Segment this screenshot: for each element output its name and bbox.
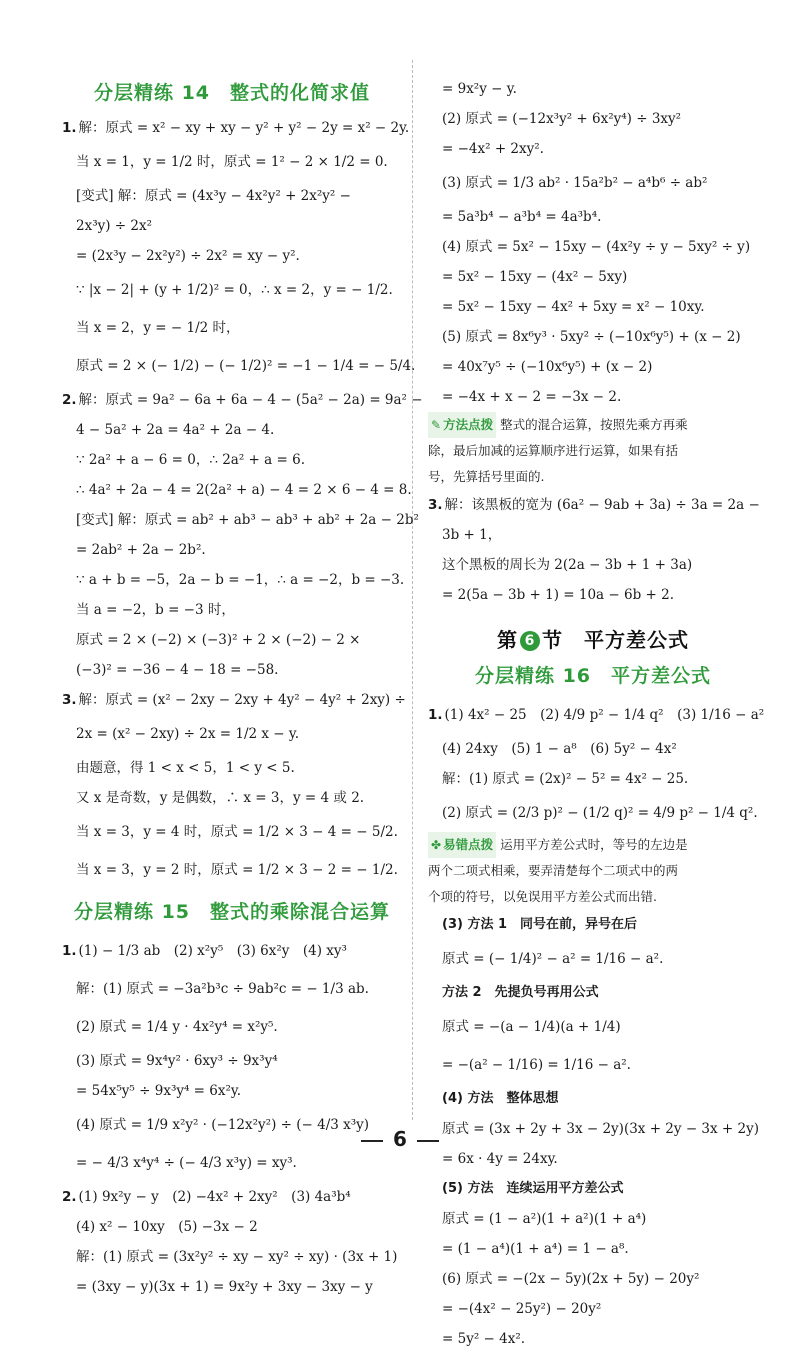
column-divider <box>412 60 413 1120</box>
solution-line: = −4x² + 2xy². <box>442 141 544 157</box>
section-title-16: 分层精练 16 平方差公式 <box>474 665 712 687</box>
error-tip-badge <box>428 832 496 858</box>
solution-line: (2) 原式 = 1/4 y · 4x²y⁴ = x²y⁵. <box>76 1019 278 1035</box>
answer-line: (1) − 1/3 ab (2) x²y⁵ (3) 6x²y (4) xy³ <box>78 943 347 959</box>
solution-line: = − 4/3 x⁴y⁴ ÷ (− 4/3 x³y) = xy³. <box>76 1155 297 1171</box>
method-tip <box>428 412 758 490</box>
question-number: 2. <box>62 392 77 408</box>
chapter-name: 节 平方差公式 <box>542 628 689 652</box>
alert-icon: ✤ <box>431 838 442 852</box>
question-number: 3. <box>62 692 77 708</box>
right-column <box>428 74 765 1354</box>
solution-line: 解：(1) 原式 = (3x²y² ÷ xy − xy² ÷ xy) · (3x + 1) <box>76 1249 398 1265</box>
solution-line: 2x = (x² − 2xy) ÷ 2x = 1/2 x − y. <box>76 726 300 742</box>
tip-line: 运用平方差公式时，等号的左边是 <box>500 837 688 852</box>
solution-line: 原式 = (− 1/4)² − a² = 1/16 − a². <box>442 951 664 967</box>
solution-line: = −4x + x − 2 = −3x − 2. <box>442 389 622 405</box>
method-heading: (4) 方法 整体思想 <box>442 1091 559 1106</box>
method-heading: 方法 2 先提负号再用公式 <box>442 985 599 1000</box>
solution-line: ∴ 4a² + 2a − 4 = 2(2a² + a) − 4 = 2 × 6 − 4 = 8. <box>76 482 412 498</box>
section-title-15: 分层精练 15 整式的乘除混合运算 <box>73 901 391 923</box>
footer-dash-right <box>417 1140 439 1142</box>
tip-line: 个项的符号，以免误用平方差公式而出错. <box>428 889 657 904</box>
method-tip-badge <box>428 412 496 438</box>
solution-line: 当 x = 3，y = 2 时，原式 = 1/2 × 3 − 2 = − 1/2. <box>76 862 398 878</box>
solution-line: = 2ab² + 2a − 2b². <box>76 542 206 558</box>
solution-line: 原式 = 2 × (−2) × (−3)² + 2 × (−2) − 2 × <box>76 632 361 648</box>
solution-line: = −(4x² − 25y²) − 20y² <box>442 1301 602 1317</box>
solution-line: = 54x⁵y⁵ ÷ 9x³y⁴ = 6x²y. <box>76 1083 242 1099</box>
question-number: 1. <box>62 943 77 959</box>
solution-line: 解：原式 = (x² − 2xy − 2xy + 4y² − 4y² + 2xy) ÷ <box>78 692 406 708</box>
footer-dash-left <box>361 1140 383 1142</box>
error-tip <box>428 832 758 910</box>
method-heading: (5) 方法 连续运用平方差公式 <box>442 1181 624 1196</box>
solution-line: = (2x³y − 2x²y²) ÷ 2x² = xy − y². <box>76 248 300 264</box>
chapter-prefix: 第 <box>497 628 518 652</box>
solution-line: 这个黑板的周长为 2(2a − 3b + 1 + 3a) <box>442 557 693 573</box>
solution-line: 解：原式 = x² − xy + xy − y² + y² − 2y = x² − 2y. <box>78 120 410 136</box>
solution-line: ∵ 2a² + a − 6 = 0，∴ 2a² + a = 6. <box>76 452 305 468</box>
solution-line: 原式 = (3x + 2y + 3x − 2y)(3x + 2y − 3x + 2y) <box>442 1121 759 1137</box>
solution-line: = 5a³b⁴ − a³b⁴ = 4a³b⁴. <box>442 209 602 225</box>
answer-line: (1) 4x² − 25 (2) 4/9 p² − 1/4 q² (3) 1/16 − a² <box>444 707 765 723</box>
question-number: 1. <box>62 120 77 136</box>
tip-line: 两个二项式相乘，要弄清楚每个二项式中的两 <box>428 863 679 878</box>
solution-line: = (1 − a⁴)(1 + a⁴) = 1 − a⁸. <box>442 1241 629 1257</box>
solution-line: (4) 原式 = 1/9 x²y² · (−12x²y²) ÷ (− 4/3 x³y) <box>76 1117 370 1133</box>
solution-line: 3b + 1， <box>442 527 502 543</box>
solution-line: 原式 = 2 × (− 1/2) − (− 1/2)² = −1 − 1/4 = − 5/4. <box>76 358 416 374</box>
page-number: 6 <box>393 1127 407 1151</box>
solution-line: 解：(1) 原式 = (2x)² − 5² = 4x² − 25. <box>442 771 689 787</box>
chapter-number-badge: 6 <box>520 631 540 651</box>
question-number: 2. <box>62 1189 77 1205</box>
solution-line: 解：(1) 原式 = −3a²b³c ÷ 9ab²c = − 1/3 ab. <box>76 981 369 997</box>
solution-line: 当 x = 3，y = 4 时，原式 = 1/2 × 3 − 4 = − 5/2. <box>76 824 398 840</box>
solution-line: 原式 = (1 − a²)(1 + a²)(1 + a⁴) <box>442 1211 647 1227</box>
solution-line: = 40x⁷y⁵ ÷ (−10x⁶y⁵) + (x − 2) <box>442 359 653 375</box>
method-heading: (3) 方法 1 同号在前，异号在后 <box>442 917 638 932</box>
question-2 <box>62 385 423 685</box>
question-15-2 <box>62 1182 402 1302</box>
solution-line: 当 a = −2，b = −3 时， <box>76 602 235 618</box>
tip-line: 号，先算括号里面的. <box>428 469 545 484</box>
solution-line: 又 x 是奇数，y 是偶数，∴ x = 3，y = 4 或 2. <box>76 790 365 806</box>
solution-line: (6) 原式 = −(2x − 5y)(2x + 5y) − 20y² <box>442 1271 700 1287</box>
question-3 <box>62 685 406 889</box>
solution-line: = 5x² − 15xy − 4x² + 5xy = x² − 10xy. <box>442 299 705 315</box>
section-title-14: 分层精练 14 整式的化简求值 <box>93 82 371 104</box>
solution-line: (4) 原式 = 5x² − 15xy − (4x²y ÷ y − 5xy² ÷ y) <box>442 239 751 255</box>
lightbulb-icon: ✎ <box>431 418 442 432</box>
solution-line: = (3xy − y)(3x + 1) = 9x²y + 3xy − 3xy − y <box>76 1279 373 1295</box>
solution-line: 由题意，得 1 < x < 5，1 < y < 5. <box>76 760 295 776</box>
solution-line: (−3)² = −36 − 4 − 18 = −58. <box>76 662 279 678</box>
solution-line: 当 x = 1，y = 1/2 时，原式 = 1² − 2 × 1/2 = 0. <box>76 154 388 170</box>
tip-line: 除，最后加减的运算顺序进行运算，如果有括 <box>428 443 679 458</box>
solution-line: (3) 原式 = 1/3 ab² · 15a²b² − a⁴b⁶ ÷ ab² <box>442 175 708 191</box>
solution-line: (5) 原式 = 8x⁶y³ · 5xy² ÷ (−10x⁶y⁵) + (x − 2) <box>442 329 741 345</box>
question-number: 1. <box>428 707 443 723</box>
solution-line: 4 − 5a² + 2a = 4a² + 2a − 4. <box>76 422 275 438</box>
question-r3 <box>428 490 758 610</box>
page-footer <box>0 1127 800 1151</box>
left-column <box>62 70 423 1302</box>
solution-line: = −(a² − 1/16) = 1/16 − a². <box>442 1057 631 1073</box>
solution-line: = 5x² − 15xy − (4x² − 5xy) <box>442 269 628 285</box>
variant-line: [变式] 解：原式 = ab² + ab³ − ab³ + ab² + 2a − 2b² <box>76 512 419 528</box>
solution-line: = 9x²y − y. <box>442 81 517 97</box>
solution-line: (3) 原式 = 9x⁴y² · 6xy³ ÷ 9x³y⁴ <box>76 1053 278 1069</box>
solution-line: (2) 原式 = (−12x³y² + 6x²y⁴) ÷ 3xy² <box>442 111 682 127</box>
answer-line: (4) x² − 10xy (5) −3x − 2 <box>76 1219 258 1235</box>
solution-line: 2x³y) ÷ 2x² <box>76 218 153 234</box>
solution-line: = 5y² − 4x². <box>442 1331 526 1347</box>
solution-line: = 6x · 4y = 24xy. <box>442 1151 558 1167</box>
answer-line: (1) 9x²y − y (2) −4x² + 2xy² (3) 4a³b⁴ <box>78 1189 351 1205</box>
method-tip-label: 方法点拨 <box>443 417 494 432</box>
chapter-title <box>428 624 758 653</box>
solution-line: 当 x = 2，y = − 1/2 时， <box>76 320 240 336</box>
question-16-1 <box>428 696 765 832</box>
variant-line: [变式] 解：原式 = (4x³y − 4x²y² + 2x²y² − <box>76 188 351 204</box>
solution-line: ∵ a + b = −5，2a − b = −1，∴ a = −2，b = −3. <box>76 572 405 588</box>
question-1 <box>62 113 416 385</box>
question-number: 3. <box>428 497 443 513</box>
answer-line: (4) 24xy (5) 1 − a⁸ (6) 5y² − 4x² <box>442 741 677 757</box>
solution-line: ∵ |x − 2| + (y + 1/2)² = 0，∴ x = 2，y = − 1/2. <box>76 282 393 298</box>
solution-line: 原式 = −(a − 1/4)(a + 1/4) <box>442 1019 621 1035</box>
error-tip-label: 易错点拨 <box>443 837 494 852</box>
solution-line: 解：原式 = 9a² − 6a + 6a − 4 − (5a² − 2a) = 9a² − <box>78 392 423 408</box>
solution-line: = 2(5a − 3b + 1) = 10a − 6b + 2. <box>442 587 674 603</box>
tip-line: 整式的混合运算，按照先乘方再乘 <box>500 417 688 432</box>
solution-line: 解：该黑板的宽为 (6a² − 9ab + 3a) ÷ 3a = 2a − <box>444 497 760 513</box>
solution-line: (2) 原式 = (2/3 p)² − (1/2 q)² = 4/9 p² − 1/4 q². <box>442 805 758 821</box>
